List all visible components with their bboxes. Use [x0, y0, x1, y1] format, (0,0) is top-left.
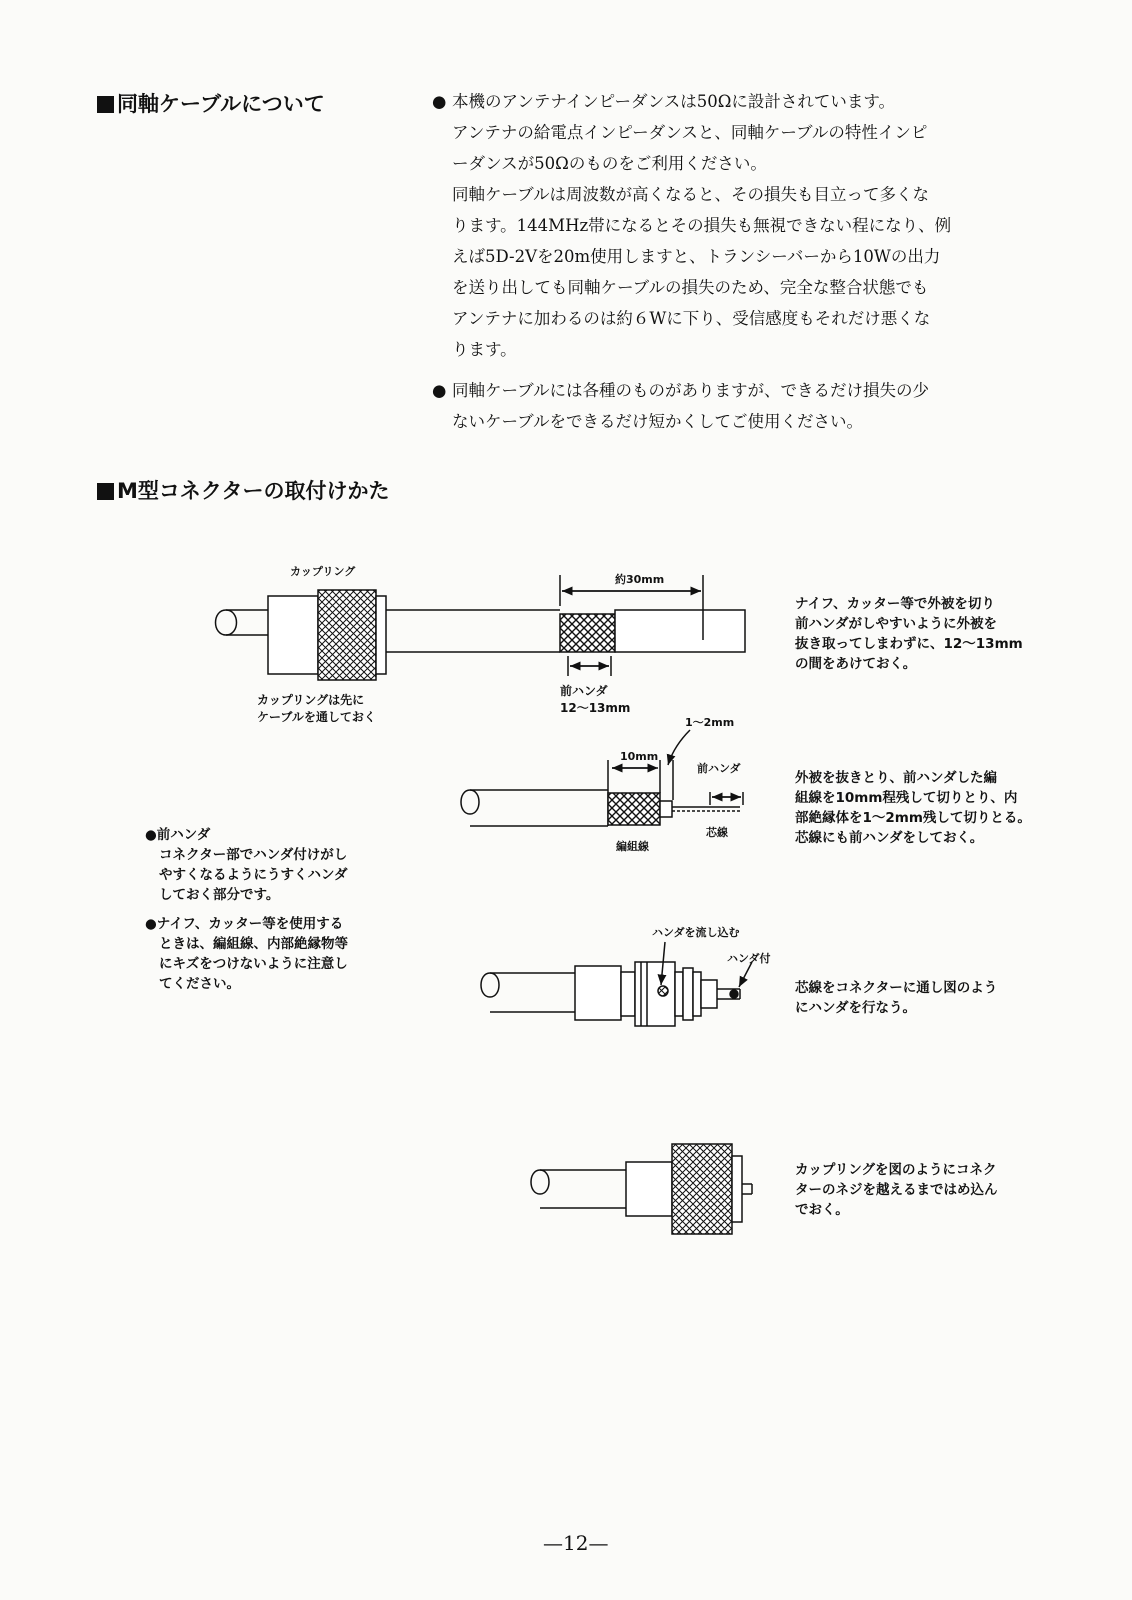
note-line: しておく部分です。: [159, 887, 280, 903]
label-length-30mm: 約30mm: [615, 573, 665, 586]
note-line: コネクター部でハンダ付けがし: [159, 847, 348, 863]
label-pre-solder-len: 12〜13mm: [560, 701, 631, 715]
figure-2-stripped-cable: [461, 730, 743, 826]
desc-line: 芯線にも前ハンダをしておく。: [795, 830, 984, 846]
note-line: やすくなるようにうすくハンダ: [159, 867, 348, 883]
desc-line: 抜き取ってしまわずに、12〜13mm: [795, 636, 1023, 652]
fig4-description: [795, 1160, 998, 1220]
desc-line: 芯線をコネクターに通し図のよう: [795, 980, 998, 996]
fig1-description: [795, 594, 1023, 674]
paragraph-line: えば5D-2Vを20m使用しますと、トランシーバーから10Wの出力: [452, 247, 941, 266]
label-coupling: カップリング: [290, 565, 356, 578]
label-pre-solder-text: 前ハンダ: [560, 684, 608, 698]
figure-1-cable-prep: [216, 575, 746, 680]
caption-coupling: [257, 692, 376, 726]
bullet-icon: ●: [432, 381, 447, 400]
desc-line: 組線を10mm程残して切りとり、内: [795, 790, 1018, 806]
paragraph-line: を送り出しても同軸ケーブルの損失のため、完全な整合状態でも: [452, 278, 929, 297]
desc-line: 部絶縁体を1〜2mm残して切りとる。: [795, 810, 1031, 826]
note-line: ときは、編組線、内部絶縁物等: [159, 936, 348, 952]
caption-line: ケーブルを通しておく: [257, 710, 376, 724]
label-pour-solder: ハンダを流し込む: [652, 926, 740, 939]
figure-4-assembled-connector: [531, 1144, 752, 1234]
label-braid: 編組線: [616, 840, 649, 853]
desc-line: ナイフ、カッター等で外被を切り: [795, 596, 995, 612]
caption-line: カップリングは先に: [257, 693, 365, 707]
paragraph-line: ります。: [452, 340, 517, 359]
desc-line: 外被を抜きとり、前ハンダした編: [795, 770, 997, 786]
paragraph-line: アンテナの給電点インピーダンスと、同軸ケーブルの特性インピ: [452, 123, 928, 142]
paragraph-line: 同軸ケーブルは周波数が高くなると、その損失も目立って多くな: [452, 185, 930, 204]
paragraph-line: 本機のアンテナインピーダンスは50Ωに設計されています。: [452, 92, 896, 111]
desc-line: にハンダを行なう。: [795, 1000, 916, 1016]
paragraph-line: ーダンスが50Ωのものをご利用ください。: [452, 154, 767, 173]
page-number: —12—: [543, 1531, 609, 1555]
note-line: ナイフ、カッター等を使用する: [156, 916, 344, 932]
desc-line: の間をあけておく。: [795, 656, 917, 672]
fig3-description: [795, 978, 997, 1018]
label-pre-solder-1: [560, 683, 630, 717]
paragraph-line: アンテナに加わるのは約６Wに下り、受信感度もそれだけ悪くな: [452, 309, 931, 328]
bullet-icon: ●: [145, 916, 157, 932]
desc-line: でおく。: [795, 1202, 849, 1218]
desc-line: 前ハンダがしやすいように外被を: [795, 616, 997, 632]
bullet-icon: ●: [432, 92, 447, 111]
desc-line: ターのネジを越えるまではめ込ん: [795, 1182, 998, 1198]
label-braid-10mm: 10mm: [620, 750, 659, 763]
note-line: にキズをつけないように注意し: [159, 956, 348, 972]
note-line: てください。: [159, 976, 240, 992]
paragraph-line: ります。144MHz帯になるとその損失も無視できない程になり、例: [452, 216, 952, 235]
paragraph-line: 同軸ケーブルには各種のものがありますが、できるだけ損失の少: [452, 381, 930, 400]
label-gap-1-2mm: 1〜2mm: [685, 716, 735, 729]
label-pre-solder-2: 前ハンダ: [697, 762, 741, 775]
paragraph-line: ないケーブルをできるだけ短かくしてご使用ください。: [452, 412, 864, 431]
desc-line: カップリングを図のようにコネク: [795, 1162, 997, 1178]
figure-3-soldered-connector: [481, 942, 752, 1026]
bullet-icon: ●: [145, 827, 157, 843]
label-core: 芯線: [706, 826, 728, 839]
note-knife-caution: [145, 914, 348, 994]
fig2-description: [795, 768, 1031, 848]
section-heading-coaxial-text: 同軸ケーブルについて: [117, 92, 325, 116]
section-heading-connector-text: M型コネクターの取付けかた: [117, 479, 390, 503]
note-pre-solder: [145, 825, 347, 905]
note-title: 前ハンダ: [156, 827, 211, 843]
label-soldered: ハンダ付: [727, 952, 771, 965]
